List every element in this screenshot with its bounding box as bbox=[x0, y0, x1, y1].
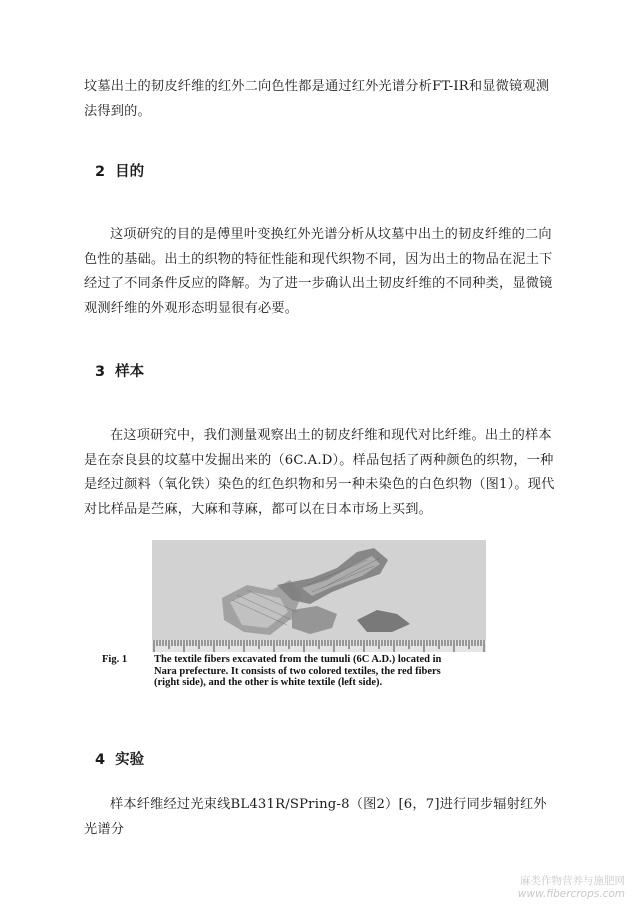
watermark-line-url: www.fibercrops.com bbox=[517, 888, 625, 900]
figure-1 bbox=[100, 540, 442, 698]
textile-photo bbox=[152, 540, 486, 650]
paragraph-intro-end: 坟墓出土的韧皮纤维的红外二向色性都是通过红外光谱分析FT-IR和显微镜观测法得到的。 bbox=[84, 79, 550, 119]
scale-ruler bbox=[152, 640, 486, 652]
paragraph-samples: 在这项研究中，我们测量观察出土的韧皮纤维和现代对比纤维。出土的样本是在奈良县的坟墓中发掘出来的（6C.A.D）。样品包括了两种颜色的织物，一种是经过颜料（氧化铁）染色的红色织物和另一种未染色的白色织物（图1）。现代对比样品是苎麻，大麻和荨麻，都可以在日本市场上买到。 bbox=[84, 428, 555, 517]
section-number: 4 bbox=[95, 752, 106, 768]
paragraph-purpose: 这项研究的目的是傅里叶变换红外光谱分析从坟墓中出土的韧皮纤维的二向色性的基础。出土的织物的特征性能和现代织物不同，因为出土的物品在泥土下经过了不同条件反应的降解。为了进一步确认出土韧皮纤维的不同种类，显微镜观测纤维的外观形态明显很有必要。 bbox=[84, 227, 553, 316]
section-heading-samples bbox=[95, 360, 144, 381]
section-number: 3 bbox=[95, 364, 106, 380]
section-number: 2 bbox=[95, 164, 106, 180]
watermark bbox=[518, 875, 625, 901]
excavated-textile-image bbox=[152, 540, 486, 650]
section-title: 实验 bbox=[115, 752, 145, 768]
section-heading-experiment bbox=[95, 748, 144, 769]
watermark-line-cn: 麻类作物营养与施肥网 bbox=[520, 875, 625, 887]
section-title: 目的 bbox=[115, 164, 145, 180]
section-heading-purpose bbox=[95, 160, 144, 181]
figure-label: Fig. 1 bbox=[102, 654, 128, 665]
paragraph-experiment: 样本纤维经过光束线BL431R/SPring-8（图2）[6，7]进行同步辐射红外光谱分 bbox=[84, 797, 547, 837]
section-title: 样本 bbox=[115, 364, 145, 380]
figure-caption-text: The textile fibers excavated from the tumuli (6C A.D.) located in Nara prefecture. It consists of two colored textiles, the red fibers (right side), and the other is white textile (left side). bbox=[154, 654, 442, 688]
